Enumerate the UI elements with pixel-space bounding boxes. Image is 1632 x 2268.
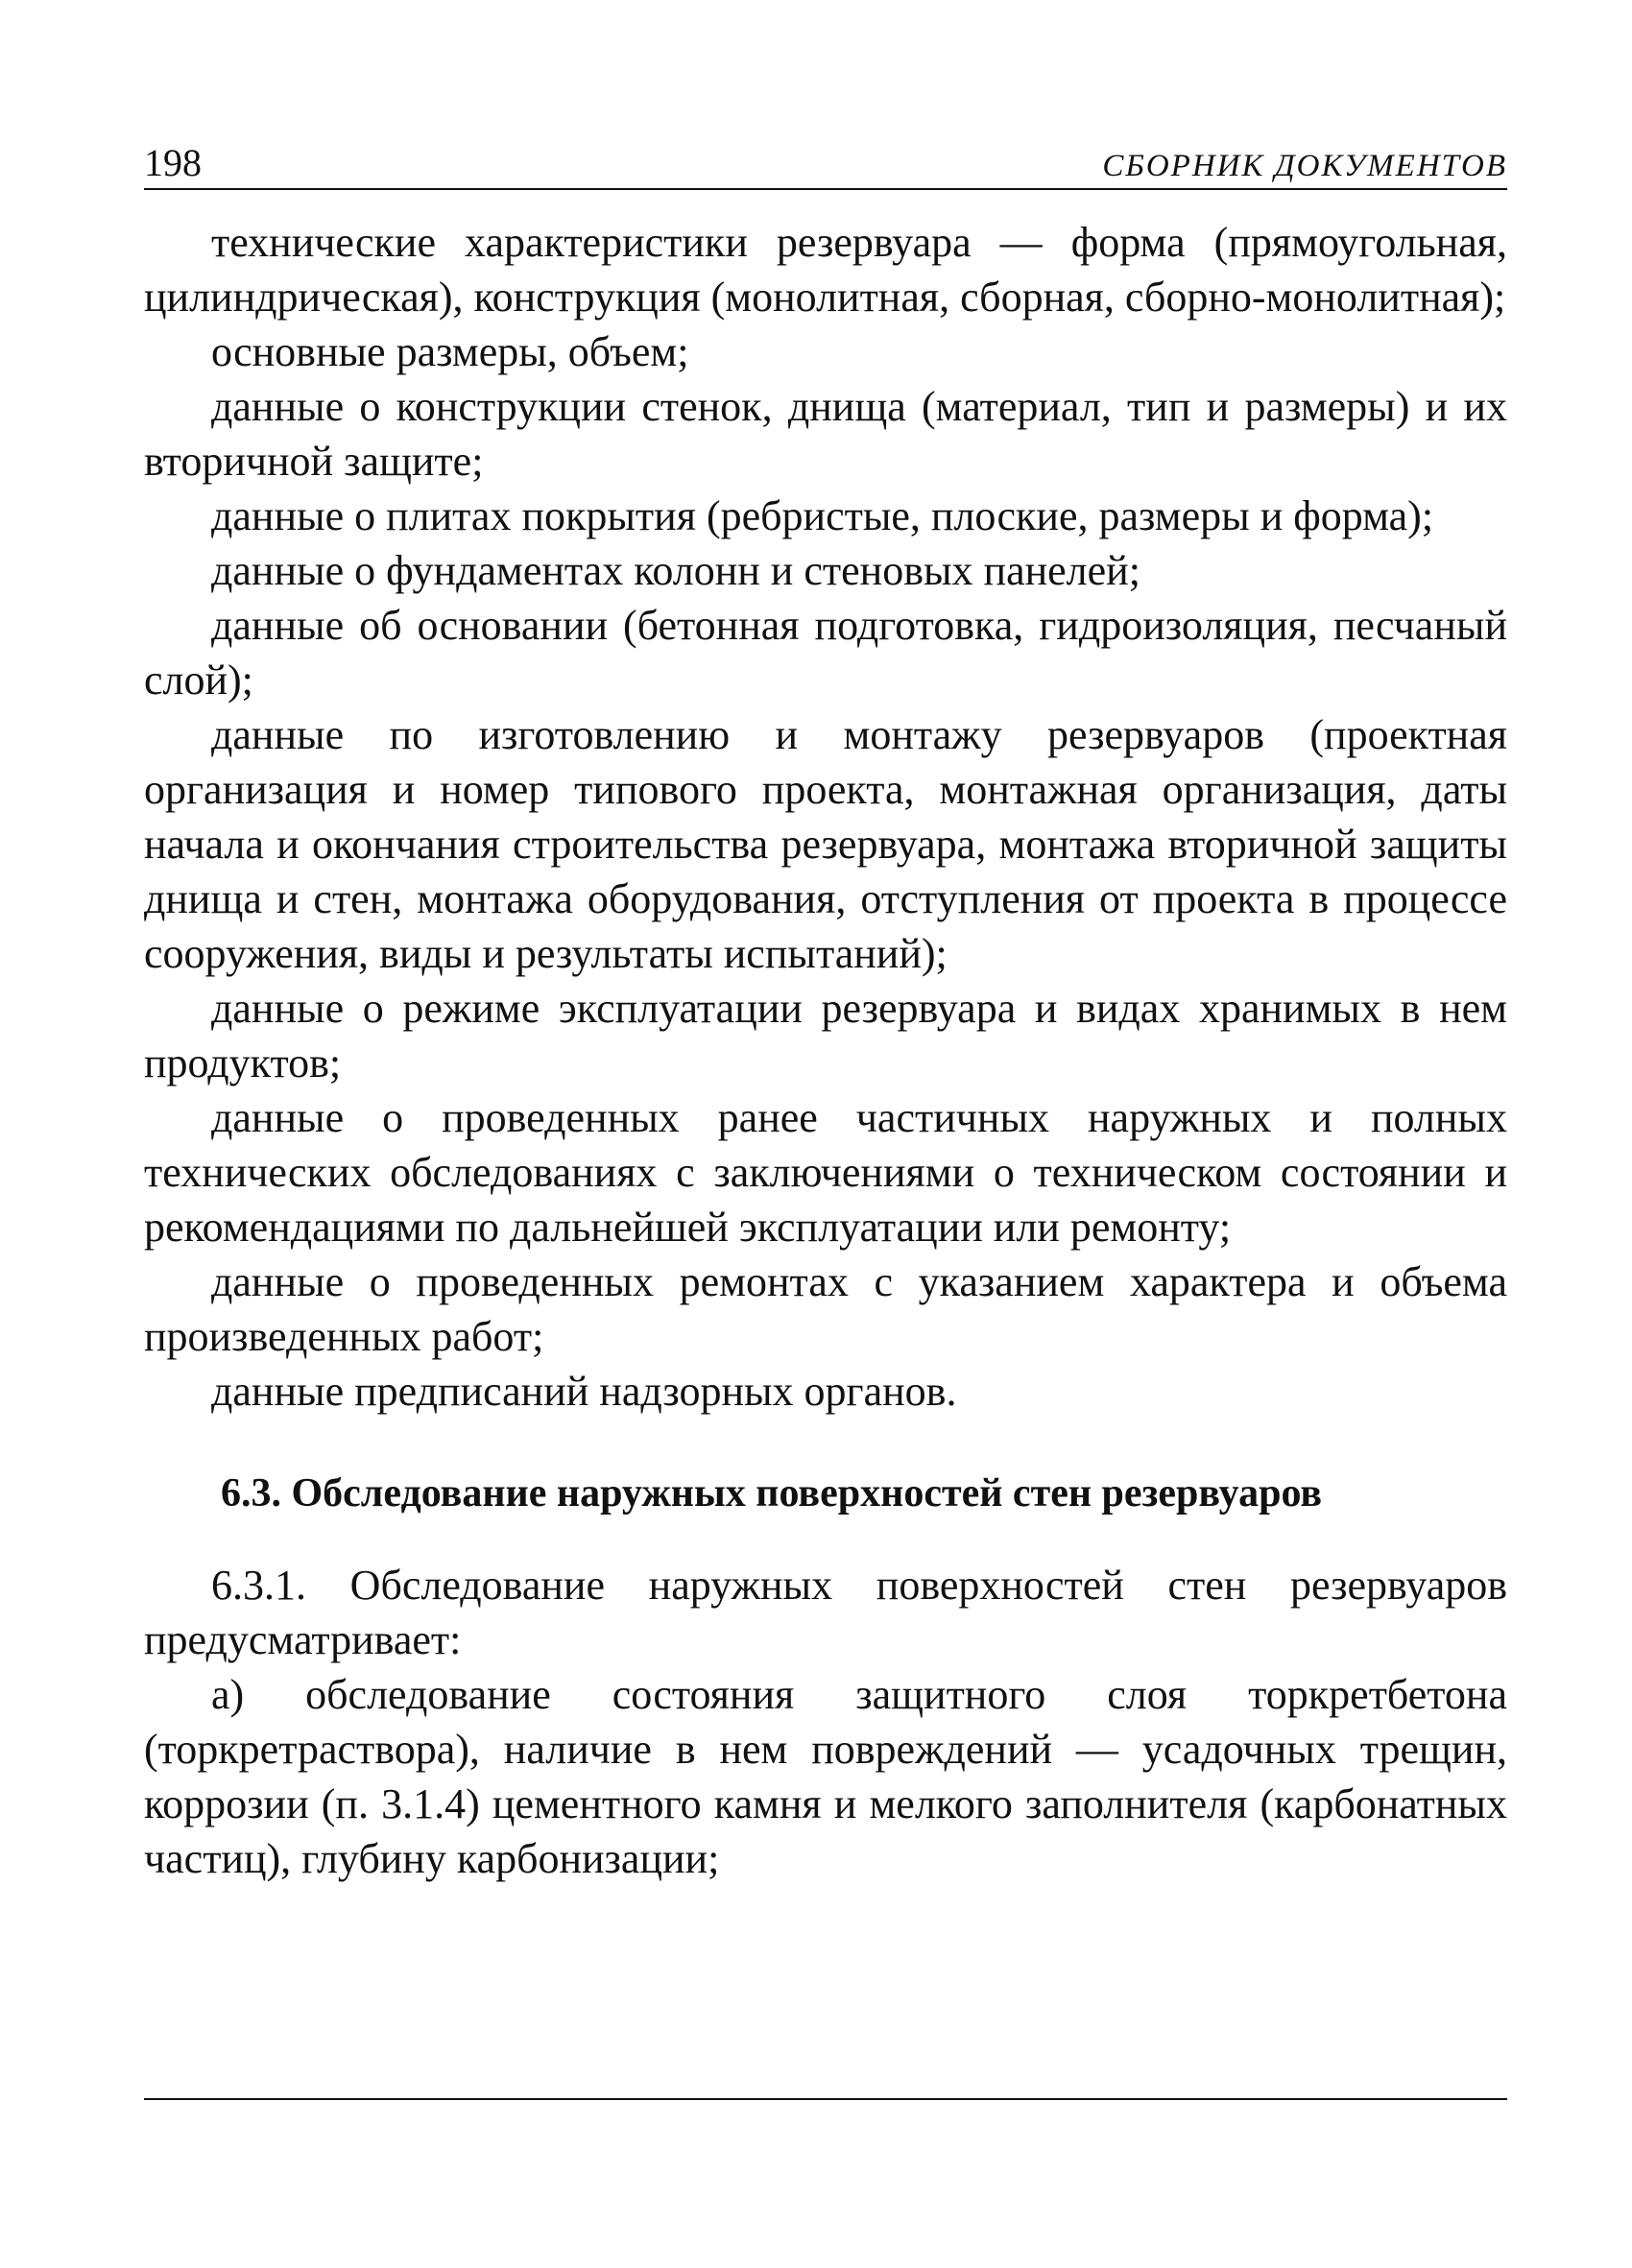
list-item: данные предписаний надзорных органов.	[211, 1368, 957, 1415]
list-item: данные о плитах покрытия (ребристые, плоские, размеры и форма);	[211, 492, 1434, 539]
list-item: данные об основании (бетонная подготовка, гидроизоляция, песчаный слой);	[144, 602, 1507, 704]
page-number: 198	[144, 141, 202, 184]
section-heading: 6.3. Обследование наружных поверхностей стен резервуаров	[221, 1471, 1323, 1516]
list-item: данные о конструкции стенок, днища (материал, тип и размеры) и их вторичной защите;	[144, 383, 1507, 485]
list-item: технические характеристики резервуара — форма (прямоугольная, цилиндрическая), конструкция (монолитная, сборная, сборно-монолитная);	[144, 219, 1507, 321]
section-paragraph: 6.3.1. Обследование наружных поверхностей стен резервуаров предусматривает:	[144, 1562, 1507, 1663]
body-text	[144, 215, 1507, 1886]
list-item: данные о режиме эксплуатации резервуара и видах хранимых в нем продуктов;	[144, 985, 1507, 1086]
running-head	[144, 134, 1507, 190]
bottom-rule	[144, 2098, 1507, 2100]
list-item: данные о фундаментах колонн и стеновых панелей;	[211, 547, 1140, 594]
list-item: основные размеры, объем;	[211, 328, 689, 375]
running-title: СБОРНИК ДОКУМЕНТОВ	[1102, 149, 1507, 183]
list-item: данные о проведенных ранее частичных наружных и полных технических обследованиях с заключениями о техническом состоянии и рекомендациями по дальнейшей эксплуатации или ремонту;	[144, 1094, 1507, 1251]
section-paragraph: а) обследование состояния защитного слоя торкретбетона (торкретраствора), наличие в нем повреждений — усадочных трещин, коррозии (п. 3.1.4) цементного камня и мелкого заполнителя (карбонатных частиц), глубину карбонизации;	[144, 1671, 1507, 1882]
list-item: данные о проведенных ремонтах с указанием характера и объема произведенных работ;	[144, 1258, 1507, 1360]
list-item: данные по изготовлению и монтажу резервуаров (проектная организация и номер типового проекта, монтажная организация, даты начала и окончания строительства резервуара, монтажа вторичной защиты днища и стен, монтажа оборудования, отступления от проекта в процессе сооружения, виды и результаты испытаний);	[144, 711, 1507, 977]
